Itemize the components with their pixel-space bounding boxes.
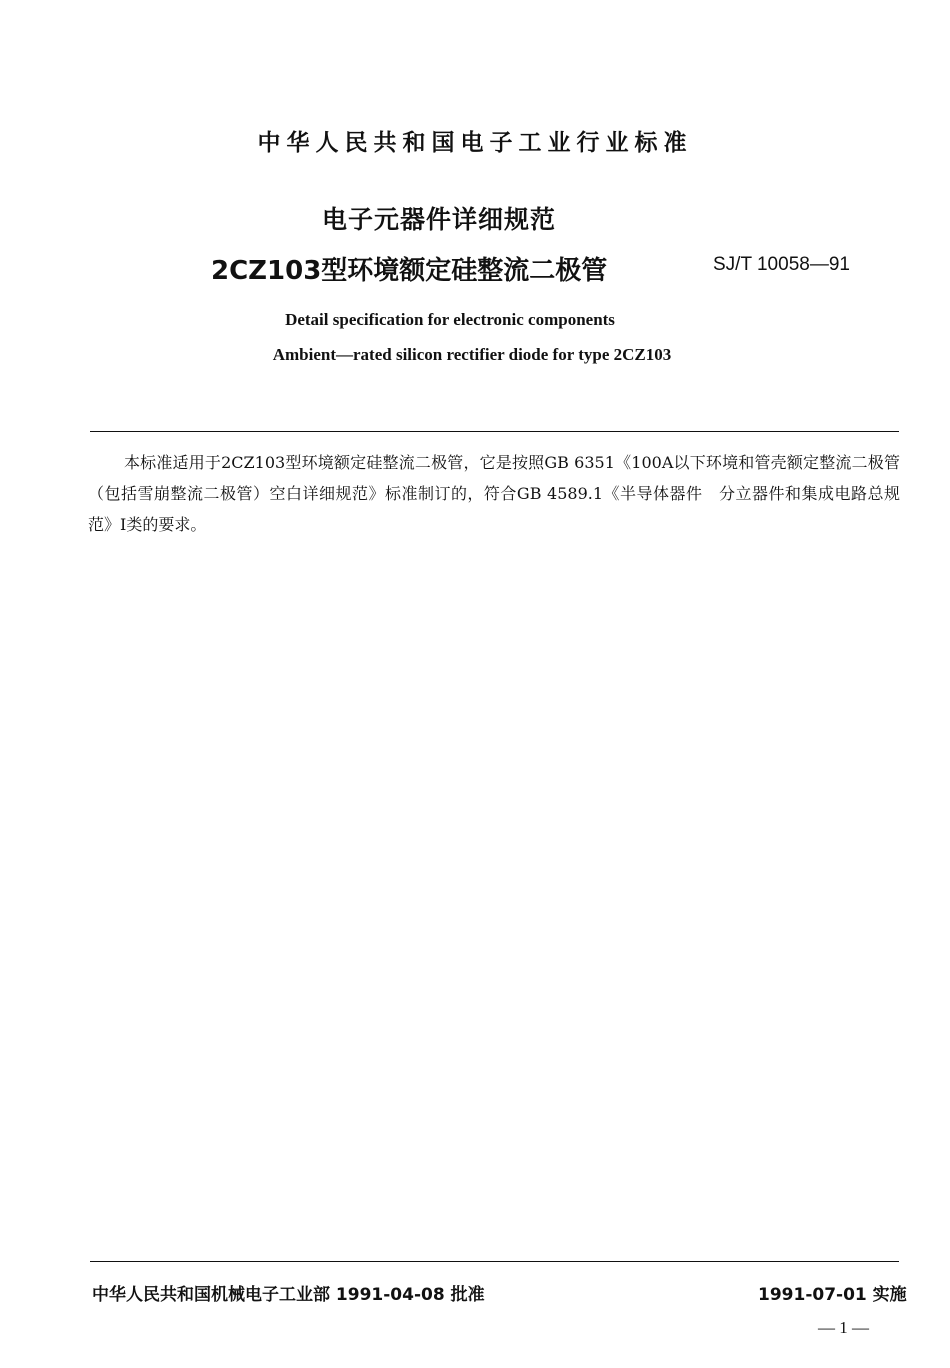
bottom-divider (90, 1261, 899, 1262)
standard-code: SJ/T 10058—91 (713, 254, 850, 275)
title-en-line2: Ambient—rated silicon rectifier diode for type 2CZ103 (272, 345, 672, 364)
scope-paragraph: 本标准适用于2CZ103型环境额定硅整流二极管，它是按照GB 6351《100A以下环境和管壳额定整流二极管（包括雪崩整流二极管）空白详细规范》标准制订的，符合GB 4589.1《半导体器件 分立器件和集成电路总规范》Ⅰ类的要求。 (88, 453, 900, 534)
title-cn-line1: 电子元器件详细规范 (321, 205, 556, 234)
implementation-date: 1991-07-01 实施 (758, 1285, 907, 1305)
page-number: — 1 — (818, 1318, 869, 1337)
title-cn-line2: 2CZ103型环境额定硅整流二极管 (211, 256, 608, 286)
approval-line: 中华人民共和国机械电子工业部 1991-04-08 批准 (92, 1285, 485, 1305)
standard-body-header: 中华人民共和国电子工业行业标准 (257, 130, 693, 156)
title-en-line1: Detail specification for electronic components (285, 310, 615, 329)
top-divider (90, 431, 899, 432)
